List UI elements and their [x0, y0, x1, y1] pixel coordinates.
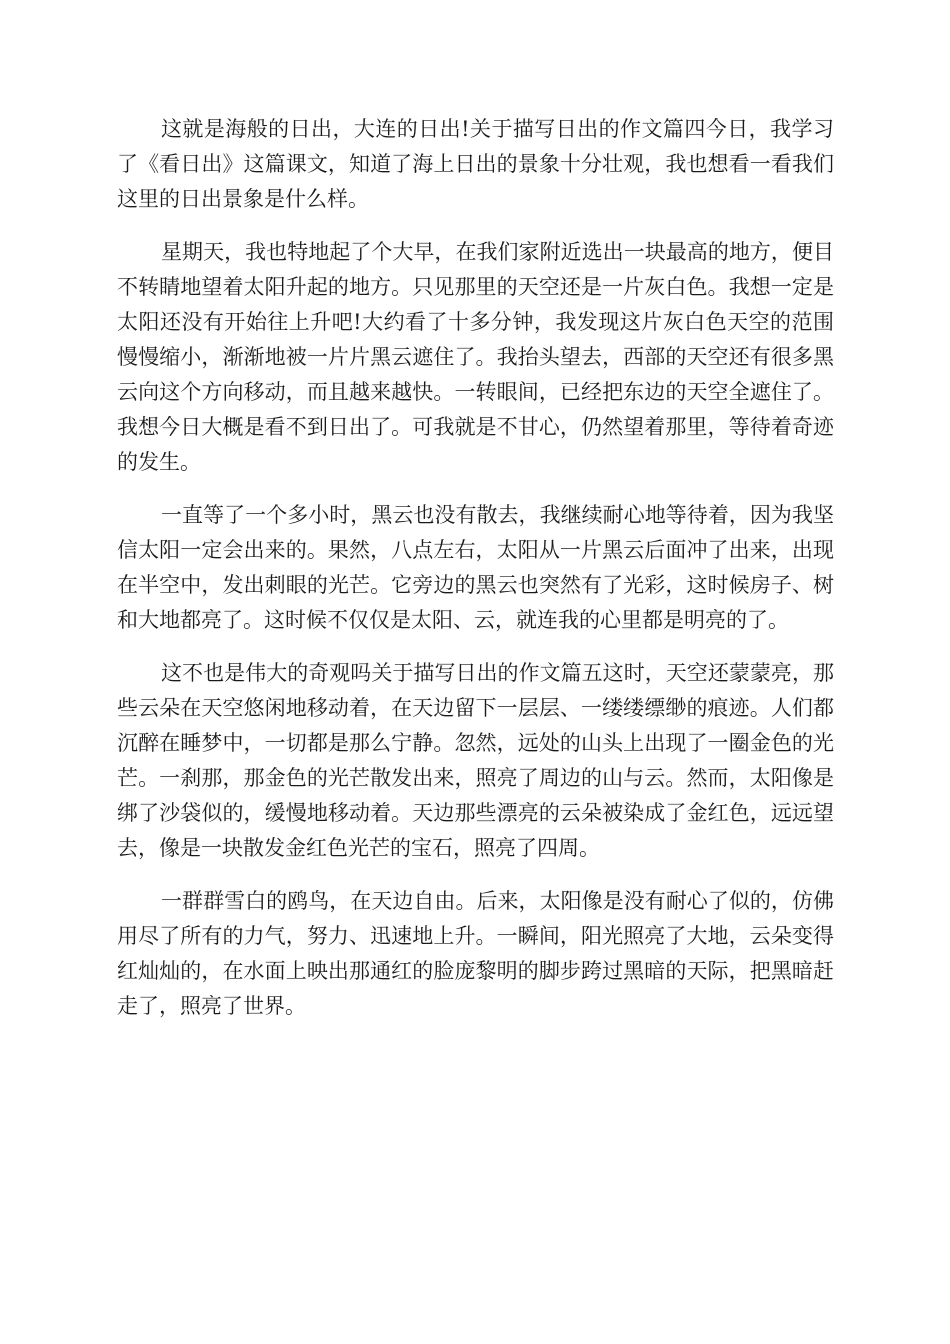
document-page	[117, 112, 834, 1042]
paragraph-5: 一群群雪白的鸥鸟，在天边自由。后来，太阳像是没有耐心了似的，仿佛用尽了所有的力气，努力、迅速地上升。一瞬间，阳光照亮了大地，云朵变得红灿灿的，在水面上映出那通红的脸庞黎明的脚步跨过黑暗的天际，把黑暗赶走了，照亮了世界。	[117, 889, 834, 1018]
paragraph-3: 一直等了一个多小时，黑云也没有散去，我继续耐心地等待着，因为我坚信太阳一定会出来的。果然，八点左右，太阳从一片黑云后面冲了出来，出现在半空中，发出刺眼的光芒。它旁边的黑云也突然有了光彩，这时候房子、树和大地都亮了。这时候不仅仅是太阳、云，就连我的心里都是明亮的了。	[117, 503, 834, 632]
paragraph-4: 这不也是伟大的奇观吗关于描写日出的作文篇五这时，天空还蒙蒙亮，那些云朵在天空悠闲地移动着，在天边留下一层层、一缕缕缥缈的痕迹。人们都沉醉在睡梦中，一切都是那么宁静。忽然，远处的山头上出现了一圈金色的光芒。一刹那，那金色的光芒散发出来，照亮了周边的山与云。然而，太阳像是绑了沙袋似的，缓慢地移动着。天边那些漂亮的云朵被染成了金红色，远远望去，像是一块散发金红色光芒的宝石，照亮了四周。	[117, 661, 834, 860]
paragraph-2: 星期天，我也特地起了个大早，在我们家附近选出一块最高的地方，便目不转睛地望着太阳升起的地方。只见那里的天空还是一片灰白色。我想一定是太阳还没有开始往上升吧!大约看了十多分钟，我发现这片灰白色天空的范围慢慢缩小，渐渐地被一片片黑云遮住了。我抬头望去，西部的天空还有很多黑云向这个方向移动，而且越来越快。一转眼间，已经把东边的天空全遮住了。我想今日大概是看不到日出了。可我就是不甘心，仍然望着那里，等待着奇迹的发生。	[117, 240, 834, 474]
paragraph-1: 这就是海般的日出，大连的日出!关于描写日出的作文篇四今日，我学习了《看日出》这篇课文，知道了海上日出的景象十分壮观，我也想看一看我们这里的日出景象是什么样。	[117, 117, 834, 211]
